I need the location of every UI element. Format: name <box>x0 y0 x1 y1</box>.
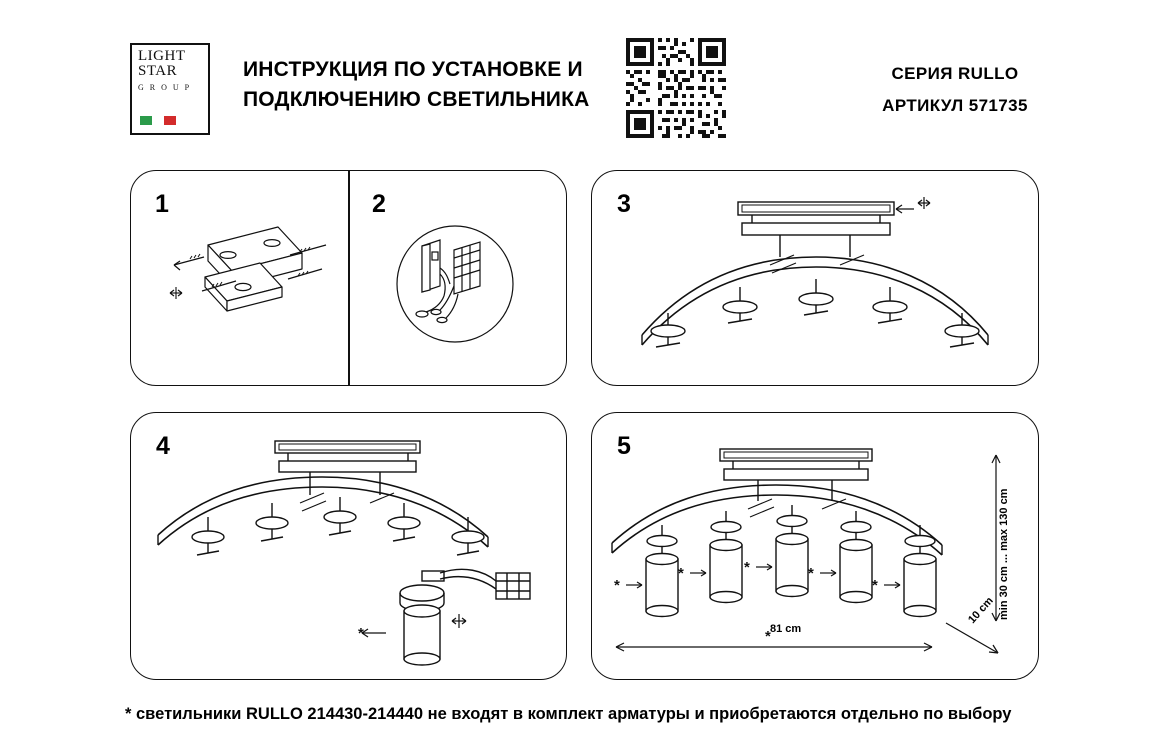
step-number-3: 3 <box>617 190 631 218</box>
dimension-depth-label: 10 cm <box>966 594 996 627</box>
step-4-diagram <box>140 425 560 675</box>
svg-text:*: * <box>808 565 814 582</box>
step-5-diagram <box>600 425 1040 675</box>
dimension-height-label: min 30 cm ... max 130 cm <box>998 488 1010 620</box>
title-line-2: ПОДКЛЮЧЕНИЮ СВЕТИЛЬНИКА <box>243 88 590 111</box>
step-number-4: 4 <box>156 432 170 460</box>
footnote: * светильники RULLO 214430-214440 не входят в комплект арматуры и приобретаются отдельно по выбору <box>125 705 1012 723</box>
step-number-2: 2 <box>372 190 386 218</box>
article-label: АРТИКУЛ 571735 <box>882 96 1028 115</box>
svg-text:*: * <box>358 625 364 642</box>
document-title <box>243 55 623 115</box>
logo-line-1: LIGHT <box>138 48 186 64</box>
brand-logo <box>130 43 210 135</box>
header <box>0 0 1169 150</box>
logo-wordmark <box>132 49 208 95</box>
step-number-1: 1 <box>155 190 169 218</box>
qr-code-icon <box>626 38 726 138</box>
title-line-1: ИНСТРУКЦИЯ ПО УСТАНОВКЕ И <box>243 58 583 81</box>
series-label: СЕРИЯ RULLO <box>891 64 1019 83</box>
svg-text:*: * <box>614 577 620 594</box>
svg-text:*: * <box>872 577 878 594</box>
logo-line-3: G R O U P <box>138 83 192 92</box>
product-identity <box>790 58 1120 122</box>
svg-text:*: * <box>765 628 771 645</box>
step-1-diagram <box>150 215 350 375</box>
step-3-diagram <box>600 185 1030 375</box>
italian-flag-icon <box>140 116 176 125</box>
step-2-diagram <box>370 222 550 372</box>
svg-text:*: * <box>744 559 750 576</box>
dimension-width-label: 81 cm <box>770 623 802 635</box>
logo-line-2: STAR <box>138 63 178 79</box>
svg-text:*: * <box>678 565 684 582</box>
step-number-5: 5 <box>617 432 631 460</box>
